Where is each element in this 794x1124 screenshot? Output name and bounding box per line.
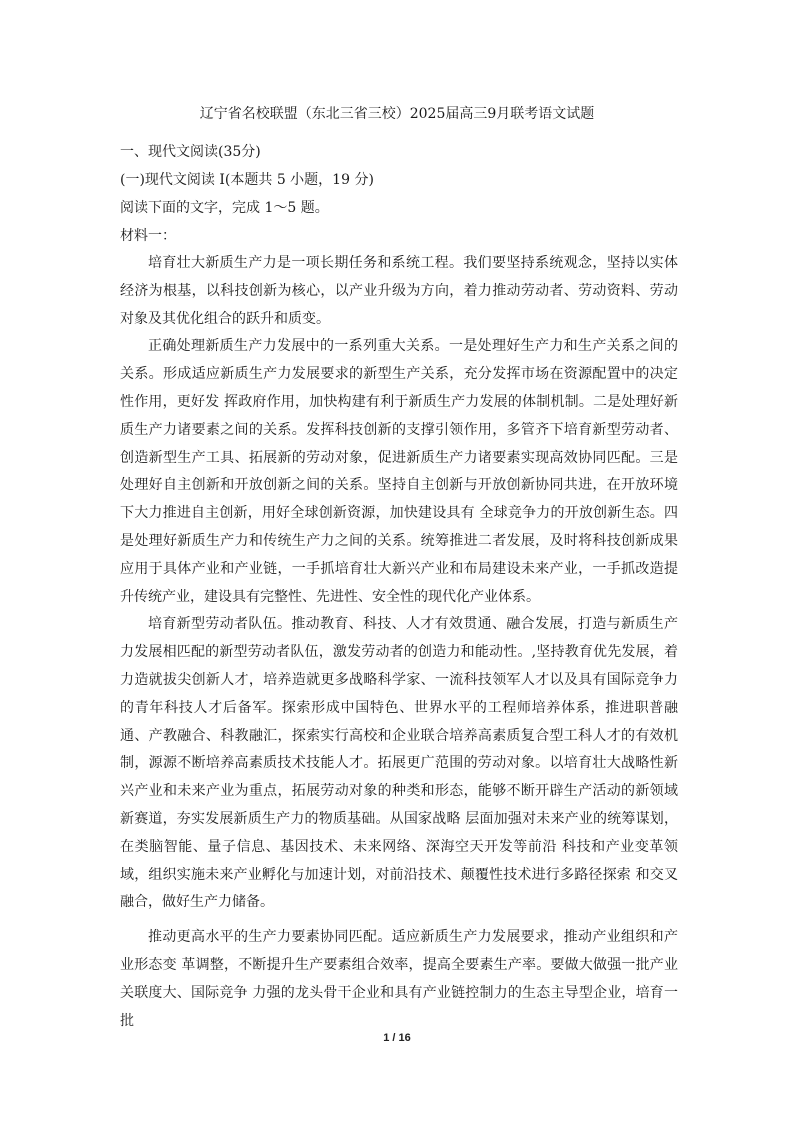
document-body	[120, 138, 678, 1035]
paragraph-1: 培育壮大新质生产力是一项长期任务和系统工程。我们要坚持系统观念，坚持以实体经济为根基，以科技创新为核心，以产业升级为方向，着力推动劳动者、劳动资料、劳动对象及其优化组合的跃升和质变。	[120, 255, 678, 327]
paragraph-3: 培育新型劳动者队伍。推动教育、科技、人才有效贯通、融合发展，打造与新质生产力发展相匹配的新型劳动者队伍，激发劳动者的创造力和能动性。,坚持教育优先发展，着力造就拔尖创新人才，培养造就更多战略科学家、一流科技领军人才以及具有国际竞争力的青年科技人才后备军。探索形成中国特色、世界水平的工程师培养体系，推进职普融通、产教融合、科教融汇，探索实行高校和企业联合培养高素质复合型工科人才的有效机制，源源不断培养高素质技术技能人才。拓展更广范围的劳动对象。以培育壮大战略性新兴产业和未来产业为重点，拓展劳动对象的种类和形态，能够不断开辟生产活动的新领域新赛道，夯实发展新质生产力的物质基础。从国家战略 层面加强对未来产业的统筹谋划，在类脑智能、量子信息、基因技术、未来网络、深海空天开发等前沿 科技和产业变革领域，组织实施未来产业孵化与加速计划，对前沿技术、颠覆性技术进行多路径探索 和交叉融合，做好生产力储备。	[120, 616, 678, 911]
subsection-heading: (一)现代文阅读 I(本题共 5 小题，19 分)	[120, 172, 374, 188]
material-label: 材料一：	[120, 228, 176, 244]
paragraph-4: 推动更高水平的生产力要素协同匹配。适应新质生产力发展要求，推动产业组织和产业形态变 革调整，不断提升生产要素组合效率，提高全要素生产率。要做大做强一批产业关联度大、国际竞争 力强的龙头骨干企业和具有产业链控制力的生态主导型企业，培育一批	[120, 929, 678, 1029]
document-title: 辽宁省名校联盟（东北三省三校）2025届高三9月联考语文试题	[199, 106, 595, 122]
page-number: 1 / 16	[383, 1032, 411, 1044]
section-heading: 一、现代文阅读(35分)	[120, 144, 261, 160]
paragraph-2: 正确处理新质生产力发展中的一系列重大关系。一是处理好生产力和生产关系之间的关系。形成适应新质生产力发展要求的新型生产关系，充分发挥市场在资源配置中的决定性作用，更好发 挥政府作用，加快构建有利于新质生产力发展的体制机制。二是处理好新质生产力诸要素之间的关系。发挥科技创新的支撑引领作用，多管齐下培育新型劳动者、创造新型生产工具、拓展新的劳动对象，促进新质生产力诸要素实现高效协同匹配。三是处理好自主创新和开放创新之间的关系。坚持自主创新与开放创新协同共进，在开放环境下大力推进自主创新，用好全球创新资源，加快建设具有 全球竞争力的开放创新生态。四是处理好新质生产力和传统生产力之间的关系。统筹推进二者发展，及时将科技创新成果应用于具体产业和产业链，一手抓培育壮大新兴产业和布局建设未来产业，一手抓改造提升传统产业，建设具有完整性、先进性、安全性的现代化产业体系。	[120, 338, 678, 605]
reading-instruction: 阅读下面的文字，完成 1～5 题。	[120, 200, 329, 216]
